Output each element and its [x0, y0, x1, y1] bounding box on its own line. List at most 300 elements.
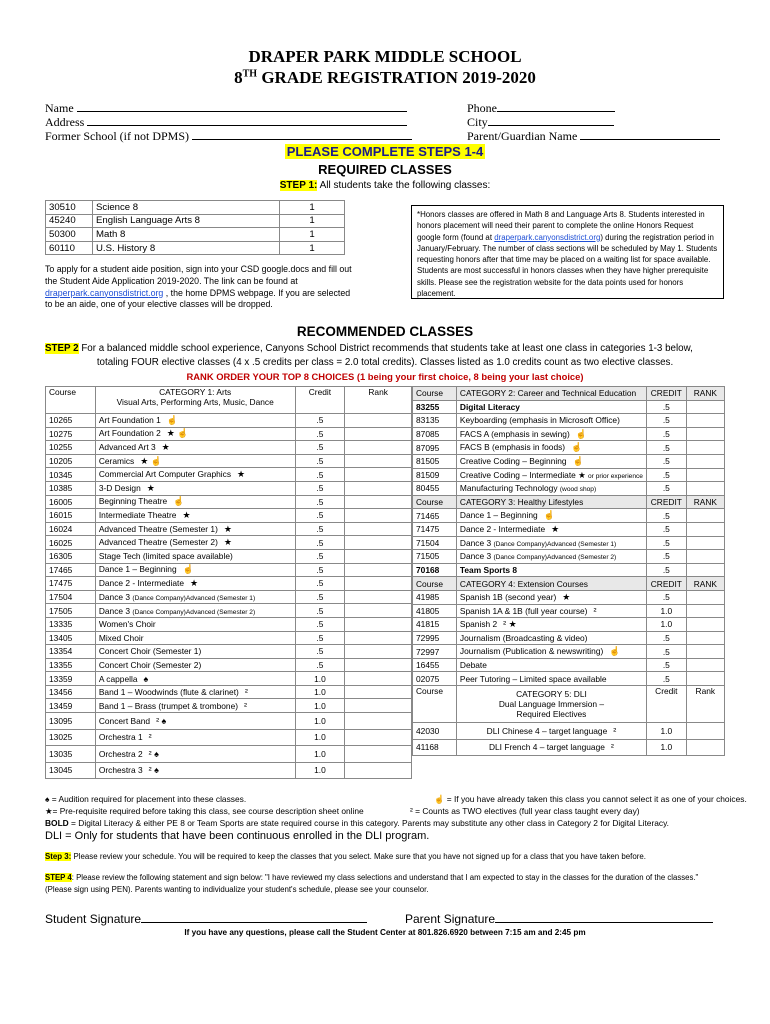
course-name: Journalism (Publication & newswriting): [459, 646, 604, 657]
course-name: Digital Literacy: [459, 401, 520, 412]
course-name-cell: [95, 658, 295, 672]
course-credit: .5: [646, 536, 686, 550]
city-field[interactable]: City: [467, 115, 614, 130]
table-row: [413, 550, 725, 564]
table-row: [46, 454, 412, 468]
rank-input[interactable]: [345, 685, 412, 699]
category-header: CATEGORY 4: Extension Courses: [456, 577, 646, 591]
course-credit: .5: [295, 549, 345, 563]
course-name: Team Sports 8: [459, 565, 517, 576]
course-credit: .5: [646, 414, 686, 428]
course-name-cell: [95, 495, 295, 509]
course-credit: 1.0: [295, 713, 345, 730]
course-name: FACS B (emphasis in foods): [459, 442, 566, 453]
course-credit: 1.0: [295, 746, 345, 763]
table-row: [46, 746, 412, 763]
course-name-cell: [456, 468, 646, 482]
course-name: Dance 2 - Intermediate: [459, 523, 546, 534]
course-name: Stage Tech (limited space available): [98, 551, 233, 562]
legend-bold: BOLD = Digital Literacy & either PE 8 or Team Sports are state required course in this category. Parents may substitute any other class in Category 2 for Digital Literacy.: [45, 818, 669, 828]
course-marker-icon: ² ♠: [148, 748, 159, 759]
rank-input[interactable]: [686, 658, 724, 672]
course-marker-icon: ♠: [143, 673, 149, 684]
course-note: (Dance Company)Advanced (Semester 1): [132, 595, 256, 603]
table-row: [413, 522, 725, 536]
course-credit: 1.0: [646, 723, 686, 740]
step3-instruction: Step 3: Please review your schedule. You will be required to keep the classes that you select. Make sure that you have not signed up for a class that you have taken before.: [45, 852, 646, 861]
course-code: 13035: [46, 746, 96, 763]
table-row: [413, 441, 725, 455]
course-code: 80455: [413, 482, 457, 496]
course-name-cell: [95, 699, 295, 713]
course-name-cell: [456, 618, 646, 632]
step4-instruction: STEP 4: Please review the following statement and sign below: "I have reviewed my class selections and understand that I am expected to stay in the classes for the duration of the classes.": [45, 873, 699, 882]
honors-note-box: *Honors classes are offered in Math 8 and Language Arts 8. Students interested in honors placement will need their parent to complete the online Honors Request google form (found at draperpark.canyonsdistrict.org) during the registration period in January/February. The number of class sections will be scheduled by May 1. Students requesting honors after that time may be placed on a waiting list for space available. Students are most successful in honors classes when they have higher prerequisite skills. Please see the registration website for the data points used for honors placement.: [411, 205, 724, 299]
course-name-cell: [95, 441, 295, 455]
table-row: [46, 590, 412, 604]
table-row: [46, 672, 412, 686]
course-code: 10345: [46, 468, 96, 482]
course-code: 41815: [413, 618, 457, 632]
rank-input[interactable]: [345, 762, 412, 779]
course-name: Keyboarding (emphasis in Microsoft Office): [459, 415, 620, 426]
course-name: Creative Coding – Intermediate ★: [459, 469, 586, 480]
legend-audition: ♠ = Audition required for placement into these classes.: [45, 794, 247, 804]
table-row: [413, 723, 725, 740]
table-row: [413, 536, 725, 550]
course-name-cell: [456, 563, 646, 577]
course-credit: 1.0: [646, 739, 686, 756]
course-credit: .5: [295, 414, 345, 428]
course-name: U.S. History 8: [93, 241, 280, 255]
course-header: Course: [413, 387, 457, 401]
table-row: [413, 618, 725, 632]
aide-link[interactable]: draperpark.canyonsdistrict.org: [45, 287, 164, 298]
course-credit: .5: [646, 563, 686, 577]
course-name: Intermediate Theatre: [98, 509, 177, 520]
course-code: 16015: [46, 509, 96, 523]
course-name-cell: [456, 550, 646, 564]
course-credit: 1.0: [295, 729, 345, 746]
table-row: [46, 658, 412, 672]
course-code: 83255: [413, 400, 457, 414]
course-code: 16025: [46, 536, 96, 550]
course-code: 13456: [46, 685, 96, 699]
rank-input[interactable]: [686, 645, 724, 659]
name-field[interactable]: Name: [45, 101, 407, 116]
course-credit: .5: [295, 454, 345, 468]
course-code: 41985: [413, 590, 457, 604]
rank-input[interactable]: [686, 427, 724, 441]
required-class-row: [46, 241, 345, 255]
course-credit: .5: [646, 631, 686, 645]
course-name-cell: [456, 414, 646, 428]
course-marker-icon: ★: [562, 591, 571, 602]
rank-header: Rank: [686, 686, 724, 723]
course-name: Beginning Theatre: [98, 496, 168, 507]
category5-header: CATEGORY 5: DLI Dual Language Immersion – Required Electives: [456, 686, 646, 723]
student-aide-note: To apply for a student aide position, sign into your CSD google.docs and fill out the Student Aide Application 2019-2020. The link can be found at draperpark.canyonsdistrict.org , the home DPMS webpage. If you are selected to be an aide, one of your elective classes will be dropped.: [45, 264, 352, 310]
course-code: 17504: [46, 590, 96, 604]
course-header: Course: [413, 495, 457, 509]
course-marker-icon: ²: [610, 742, 614, 753]
course-code: 13025: [46, 729, 96, 746]
course-credit: .5: [646, 509, 686, 523]
rank-order-note: RANK ORDER YOUR TOP 8 CHOICES (1 being your first choice, 8 being your last choice): [186, 371, 584, 382]
table-row: [46, 481, 412, 495]
course-name: Women's Choir: [98, 619, 156, 630]
course-name-cell: [95, 454, 295, 468]
table-row: [413, 739, 725, 756]
course-name: Spanish 2: [459, 618, 498, 629]
course-marker-icon: ²: [244, 687, 248, 698]
course-header: Course: [46, 387, 96, 414]
rank-input[interactable]: [345, 746, 412, 763]
rank-input[interactable]: [686, 522, 724, 536]
course-credit: .5: [646, 658, 686, 672]
course-name: Math 8: [93, 228, 280, 242]
course-code: 72997: [413, 645, 457, 659]
course-credit: .5: [295, 468, 345, 482]
course-credit: 1.0: [295, 672, 345, 686]
course-name-cell: [95, 468, 295, 482]
table-row: [413, 604, 725, 618]
course-marker-icon: ☝: [166, 414, 178, 425]
rank-header: RANK: [686, 387, 724, 401]
rank-input[interactable]: [345, 549, 412, 563]
rank-input[interactable]: [345, 563, 412, 577]
course-name: English Language Arts 8: [93, 214, 280, 228]
table-row: [413, 454, 725, 468]
table-row: [413, 672, 725, 686]
course-code: 83135: [413, 414, 457, 428]
course-name: Spanish 1B (second year): [459, 591, 557, 602]
course-credit: .5: [646, 427, 686, 441]
course-name-cell: [456, 536, 646, 550]
table-row: [46, 563, 412, 577]
course-name-cell: [456, 454, 646, 468]
course-name: Dance 3: [98, 605, 131, 616]
rank-input[interactable]: [686, 509, 724, 523]
course-name: Science 8: [93, 201, 280, 215]
rank-input[interactable]: [345, 713, 412, 730]
category-header: CATEGORY 2: Career and Technical Education: [456, 387, 646, 401]
rank-input[interactable]: [345, 509, 412, 523]
course-name: Concert Band: [98, 715, 151, 726]
course-name: Orchestra 2: [98, 748, 143, 759]
former-school-field[interactable]: Former School (if not DPMS): [45, 129, 412, 144]
parent-signature-field[interactable]: Parent Signature: [405, 912, 713, 926]
complete-steps-banner: PLEASE COMPLETE STEPS 1-4: [286, 144, 484, 159]
category1-header: CATEGORY 1: Arts Visual Arts, Performing Arts, Music, Dance: [95, 387, 295, 414]
category1-arts-table: [45, 386, 412, 779]
rank-input[interactable]: [686, 672, 724, 686]
category-header-row: [413, 686, 725, 723]
course-marker-icon: ★ ☝: [140, 455, 162, 466]
student-signature-field[interactable]: Student Signature: [45, 912, 367, 926]
table-row: [413, 509, 725, 523]
legend-dli: DLI = Only for students that have been continuous enrolled in the DLI program.: [45, 830, 430, 842]
rank-input[interactable]: [686, 604, 724, 618]
course-credit: .5: [646, 590, 686, 604]
credit-header: CREDIT: [646, 495, 686, 509]
table-row: [413, 590, 725, 604]
rank-input[interactable]: [686, 723, 724, 740]
course-name-cell: [95, 590, 295, 604]
course-name: Advanced Theatre (Semester 2): [98, 537, 218, 548]
course-code: 10385: [46, 481, 96, 495]
course-marker-icon: ²: [244, 700, 248, 711]
category-header-row: [413, 495, 725, 509]
table-row: [46, 713, 412, 730]
course-name-cell: [95, 762, 295, 779]
course-name: A cappella: [98, 673, 138, 684]
course-code: 71475: [413, 522, 457, 536]
course-name-cell: [95, 481, 295, 495]
course-code: 81509: [413, 468, 457, 482]
rank-input[interactable]: [686, 590, 724, 604]
table-row: [46, 536, 412, 550]
table-row: [413, 414, 725, 428]
rank-input[interactable]: [686, 482, 724, 496]
table-row: [413, 631, 725, 645]
course-name-cell: [95, 685, 295, 699]
table-row: [46, 495, 412, 509]
course-name: Advanced Theatre (Semester 1): [98, 523, 218, 534]
course-marker-icon: ★: [182, 509, 191, 520]
rank-input[interactable]: [345, 617, 412, 631]
course-code: 13355: [46, 658, 96, 672]
course-name: Art Foundation 2: [98, 428, 161, 439]
rank-input[interactable]: [345, 631, 412, 645]
rank-input[interactable]: [686, 414, 724, 428]
course-name: FACS A (emphasis in sewing): [459, 428, 570, 439]
rank-header: Rank: [345, 387, 412, 414]
course-marker-icon: ☝: [575, 428, 587, 439]
rank-input[interactable]: [345, 658, 412, 672]
course-credit: .5: [295, 631, 345, 645]
rank-input[interactable]: [345, 536, 412, 550]
course-name-cell: [456, 631, 646, 645]
category-header-row: [413, 387, 725, 401]
rank-input[interactable]: [686, 739, 724, 756]
course-name-cell: [456, 645, 646, 659]
address-field[interactable]: Address: [45, 115, 407, 130]
course-code: 87085: [413, 427, 457, 441]
course-name: Peer Tutoring – Limited space available: [459, 673, 607, 684]
parent-name-field[interactable]: Parent/Guardian Name: [467, 129, 720, 144]
category-header: CATEGORY 3: Healthy Lifestyles: [456, 495, 646, 509]
course-name-cell: [95, 577, 295, 591]
course-name: Dance 1 – Beginning: [459, 510, 538, 521]
course-name-cell: [456, 509, 646, 523]
course-code: 10205: [46, 454, 96, 468]
registration-title: 8TH GRADE REGISTRATION 2019-2020: [234, 68, 536, 87]
rank-input[interactable]: [345, 577, 412, 591]
course-code: 10275: [46, 427, 96, 441]
course-marker-icon: ★ ☝: [166, 428, 189, 439]
course-note: (Dance Company)Advanced (Semester 2): [493, 554, 617, 562]
phone-field[interactable]: Phone: [467, 101, 615, 116]
course-code: 70168: [413, 563, 457, 577]
course-code: 16305: [46, 549, 96, 563]
course-name: Spanish 1A & 1B (full year course): [459, 605, 588, 616]
rank-input[interactable]: [345, 590, 412, 604]
required-classes-heading: REQUIRED CLASSES: [318, 162, 452, 177]
course-credit: 1.0: [646, 618, 686, 632]
course-code: 16455: [413, 658, 457, 672]
table-row: [413, 427, 725, 441]
course-marker-icon: ★: [551, 523, 560, 534]
legend-two-electives: ² = Counts as TWO electives (full year class taught every day): [410, 806, 640, 816]
course-name: Band 1 – Woodwinds (flute & clarinet): [98, 687, 239, 698]
course-credit: .5: [295, 645, 345, 659]
course-code: 17475: [46, 577, 96, 591]
rank-header: RANK: [686, 495, 724, 509]
course-name-cell: [456, 522, 646, 536]
course-marker-icon: ☝: [571, 442, 583, 453]
course-name-cell: [456, 400, 646, 414]
rank-input[interactable]: [686, 441, 724, 455]
credit-header: Credit: [295, 387, 345, 414]
rank-input[interactable]: [345, 481, 412, 495]
table-row: [46, 549, 412, 563]
table-row: [46, 729, 412, 746]
course-credit: .5: [295, 658, 345, 672]
course-name: Mixed Choir: [98, 632, 144, 643]
table-row: [413, 658, 725, 672]
course-name-cell: [456, 482, 646, 496]
course-credit: .5: [646, 441, 686, 455]
course-name-cell: [95, 604, 295, 618]
course-credit: .5: [646, 522, 686, 536]
table-row: [46, 427, 412, 441]
rank-input[interactable]: [686, 550, 724, 564]
course-credit: .5: [295, 617, 345, 631]
course-name-cell: [456, 723, 646, 740]
recommended-classes-heading: RECOMMENDED CLASSES: [296, 324, 474, 339]
course-code: 71465: [413, 509, 457, 523]
course-marker-icon: ★: [146, 482, 155, 493]
table-row: [46, 468, 412, 482]
course-code: 72995: [413, 631, 457, 645]
rank-input[interactable]: [345, 468, 412, 482]
course-marker-icon: ☝: [173, 496, 185, 507]
course-name-cell: [95, 414, 295, 428]
course-name-cell: [95, 672, 295, 686]
course-code: 60110: [46, 241, 93, 255]
course-marker-icon: ★: [190, 577, 199, 588]
course-code: 10265: [46, 414, 96, 428]
rank-input[interactable]: [345, 699, 412, 713]
course-name-cell: [95, 645, 295, 659]
course-credit: 1.0: [295, 685, 345, 699]
course-name: Dance 3: [98, 592, 131, 603]
rank-input[interactable]: [686, 454, 724, 468]
honors-link[interactable]: draperpark.canyonsdistrict.org: [494, 232, 601, 242]
rank-input[interactable]: [345, 427, 412, 441]
rank-input[interactable]: [345, 522, 412, 536]
course-code: 13459: [46, 699, 96, 713]
course-marker-icon: ²: [148, 732, 152, 743]
course-note: (Dance Company)Advanced (Semester 1): [493, 540, 617, 548]
course-credit: .5: [295, 481, 345, 495]
course-name: 3-D Design: [98, 482, 141, 493]
rank-input[interactable]: [345, 645, 412, 659]
required-class-row: [46, 214, 345, 228]
course-credit: .5: [295, 522, 345, 536]
course-name: DLI French 4 – target language: [488, 742, 605, 753]
course-name: Dance 1 – Beginning: [98, 564, 177, 575]
category-header-row: [413, 577, 725, 591]
rank-input[interactable]: [686, 400, 724, 414]
course-name-cell: [95, 631, 295, 645]
course-name: DLI Chinese 4 – target language: [486, 725, 608, 736]
rank-input[interactable]: [686, 631, 724, 645]
course-credit: .5: [295, 495, 345, 509]
table-row: [413, 482, 725, 496]
table-row: [413, 563, 725, 577]
course-name: Orchestra 1: [98, 732, 143, 743]
rank-input[interactable]: [686, 563, 724, 577]
rank-input[interactable]: [686, 618, 724, 632]
course-note: (wood shop): [559, 486, 597, 494]
course-credit: .5: [295, 427, 345, 441]
course-name: Creative Coding – Beginning: [459, 455, 567, 466]
course-note: or prior experience: [588, 472, 643, 480]
rank-input[interactable]: [345, 604, 412, 618]
course-note: (Dance Company)Advanced (Semester 2): [132, 608, 256, 616]
course-credit: .5: [646, 454, 686, 468]
course-code: 17505: [46, 604, 96, 618]
rank-input[interactable]: [686, 468, 724, 482]
course-name: Concert Choir (Semester 2): [98, 659, 202, 670]
step2-instruction: STEP 2 For a balanced middle school experience, Canyons School District recommends that students take at least one class in categories 1-3 below,: [45, 343, 693, 354]
rank-input[interactable]: [345, 672, 412, 686]
course-name-cell: [95, 536, 295, 550]
school-title: DRAPER PARK MIDDLE SCHOOL: [248, 47, 522, 66]
legend-taken: ☝ = If you have already taken this class you cannot select it as one of your choices.: [434, 794, 747, 804]
rank-input[interactable]: [345, 414, 412, 428]
course-name-cell: [456, 672, 646, 686]
legend-prerequisite: ★= Pre-requisite required before taking this class, see course description sheet online: [45, 806, 364, 816]
course-marker-icon: ★: [223, 537, 232, 548]
course-name-cell: [456, 658, 646, 672]
course-code: 13354: [46, 645, 96, 659]
course-header: Course: [413, 577, 457, 591]
credit-header: CREDIT: [646, 387, 686, 401]
rank-input[interactable]: [345, 454, 412, 468]
rank-input[interactable]: [345, 495, 412, 509]
course-credit: 1.0: [295, 699, 345, 713]
course-credit: 1: [280, 228, 345, 242]
rank-input[interactable]: [345, 441, 412, 455]
rank-input[interactable]: [345, 729, 412, 746]
table-row: [46, 762, 412, 779]
course-credit: .5: [646, 550, 686, 564]
course-code: 17465: [46, 563, 96, 577]
course-name: Dance 3: [459, 537, 492, 548]
rank-header: RANK: [686, 577, 724, 591]
course-name: Dance 3: [459, 551, 492, 562]
course-code: 71504: [413, 536, 457, 550]
table-row: [46, 577, 412, 591]
course-name-cell: [95, 729, 295, 746]
course-marker-icon: ★: [237, 469, 246, 480]
rank-input[interactable]: [686, 536, 724, 550]
course-credit: .5: [295, 577, 345, 591]
course-name: Ceramics: [98, 455, 135, 466]
